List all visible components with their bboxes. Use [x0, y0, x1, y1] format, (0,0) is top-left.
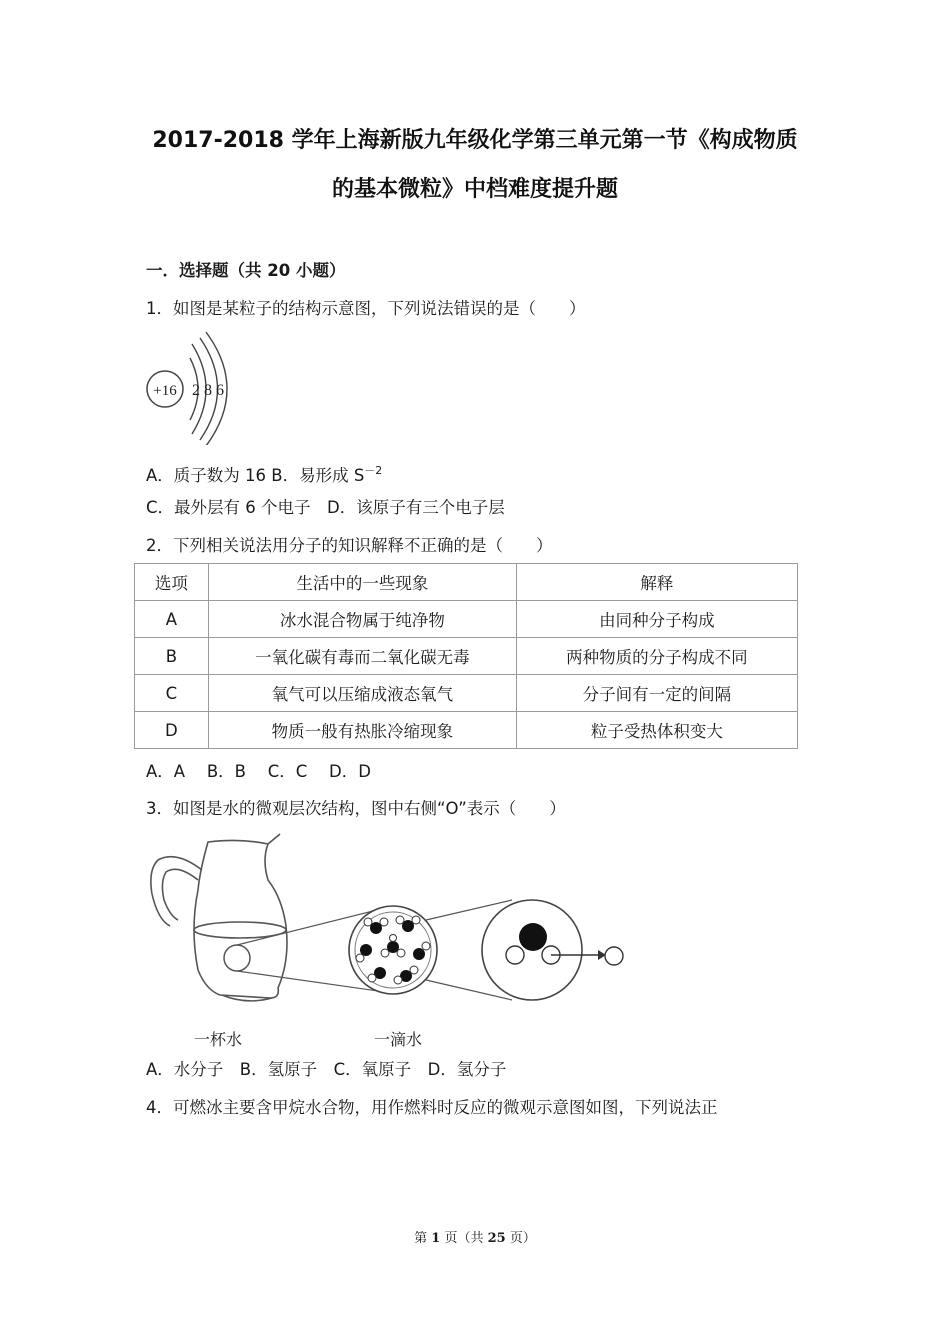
table-row — [135, 638, 798, 675]
row-phenomenon: 氧气可以压缩成液态氧气 — [208, 675, 516, 712]
row-phenomenon: 一氧化碳有毒而二氧化碳无毒 — [208, 638, 516, 675]
q2-options: A．A B．B C．C D．D — [146, 762, 371, 781]
table-row — [135, 601, 798, 638]
row-phenomenon: 物质一般有热胀冷缩现象 — [208, 712, 516, 749]
nucleus-charge: +16 — [153, 383, 177, 399]
q3-options: A．水分子 B．氢原子 C．氧原子 D．氢分子 — [146, 1060, 507, 1079]
header-option: 选项 — [135, 564, 209, 601]
footer-prefix: 第 — [414, 1231, 432, 1246]
water-structure-diagram — [140, 830, 640, 1020]
q4-stem: 4．可燃冰主要含甲烷水合物，用作燃料时反应的微观示意图如图，下列说法正 — [146, 1098, 718, 1117]
oxygen-atom — [519, 923, 547, 951]
title-line-2: 的基本微粒》中档难度提升题 — [331, 177, 618, 202]
atom-structure-diagram — [140, 330, 250, 445]
ion-charge: －2 — [364, 464, 383, 477]
page-number: 1 — [431, 1231, 441, 1246]
q1-stem: 1．如图是某粒子的结构示意图，下列说法错误的是（ ） — [146, 299, 586, 318]
q1-options-cd: C．最外层有 6 个电子 D．该原子有三个电子层 — [146, 498, 505, 517]
q1-option-text: A．质子数为 16 B．易形成 S — [146, 466, 365, 485]
section-heading: 一．选择题（共 20 小题） — [146, 261, 346, 280]
row-explanation: 两种物质的分子构成不同 — [516, 638, 797, 675]
title-line-1: 2017-2018 学年上海新版九年级化学第三单元第一节《构成物质 — [152, 128, 798, 153]
header-explanation: 解释 — [516, 564, 797, 601]
water-sample-circle — [224, 945, 250, 971]
target-atom — [605, 947, 623, 965]
row-explanation: 由同种分子构成 — [516, 601, 797, 638]
q2-table — [134, 563, 798, 749]
electron-counts: 2 8 6 — [192, 382, 224, 399]
pitcher-icon — [151, 834, 287, 1001]
row-explanation: 粒子受热体积变大 — [516, 712, 797, 749]
table-row — [135, 675, 798, 712]
table-header-row — [135, 564, 798, 601]
hydrogen-atom-left — [506, 946, 524, 964]
row-option: B — [135, 638, 209, 675]
label-drop-of-water: 一滴水 — [374, 1030, 423, 1049]
q1-options-ab — [146, 460, 382, 487]
footer-suffix: 页） — [505, 1231, 536, 1246]
q3-stem: 3．如图是水的微观层次结构，图中右侧“O”表示（ ） — [146, 799, 566, 818]
row-phenomenon: 冰水混合物属于纯净物 — [208, 601, 516, 638]
row-option: A — [135, 601, 209, 638]
label-cup-of-water: 一杯水 — [194, 1030, 243, 1049]
table-row — [135, 712, 798, 749]
row-option: C — [135, 675, 209, 712]
header-phenomenon: 生活中的一些现象 — [208, 564, 516, 601]
row-explanation: 分子间有一定的间隔 — [516, 675, 797, 712]
page-footer — [0, 1227, 950, 1246]
footer-mid: 页（共 — [440, 1231, 488, 1246]
row-option: D — [135, 712, 209, 749]
q2-stem: 2．下列相关说法用分子的知识解释不正确的是（ ） — [146, 536, 553, 555]
total-pages: 25 — [487, 1231, 506, 1246]
